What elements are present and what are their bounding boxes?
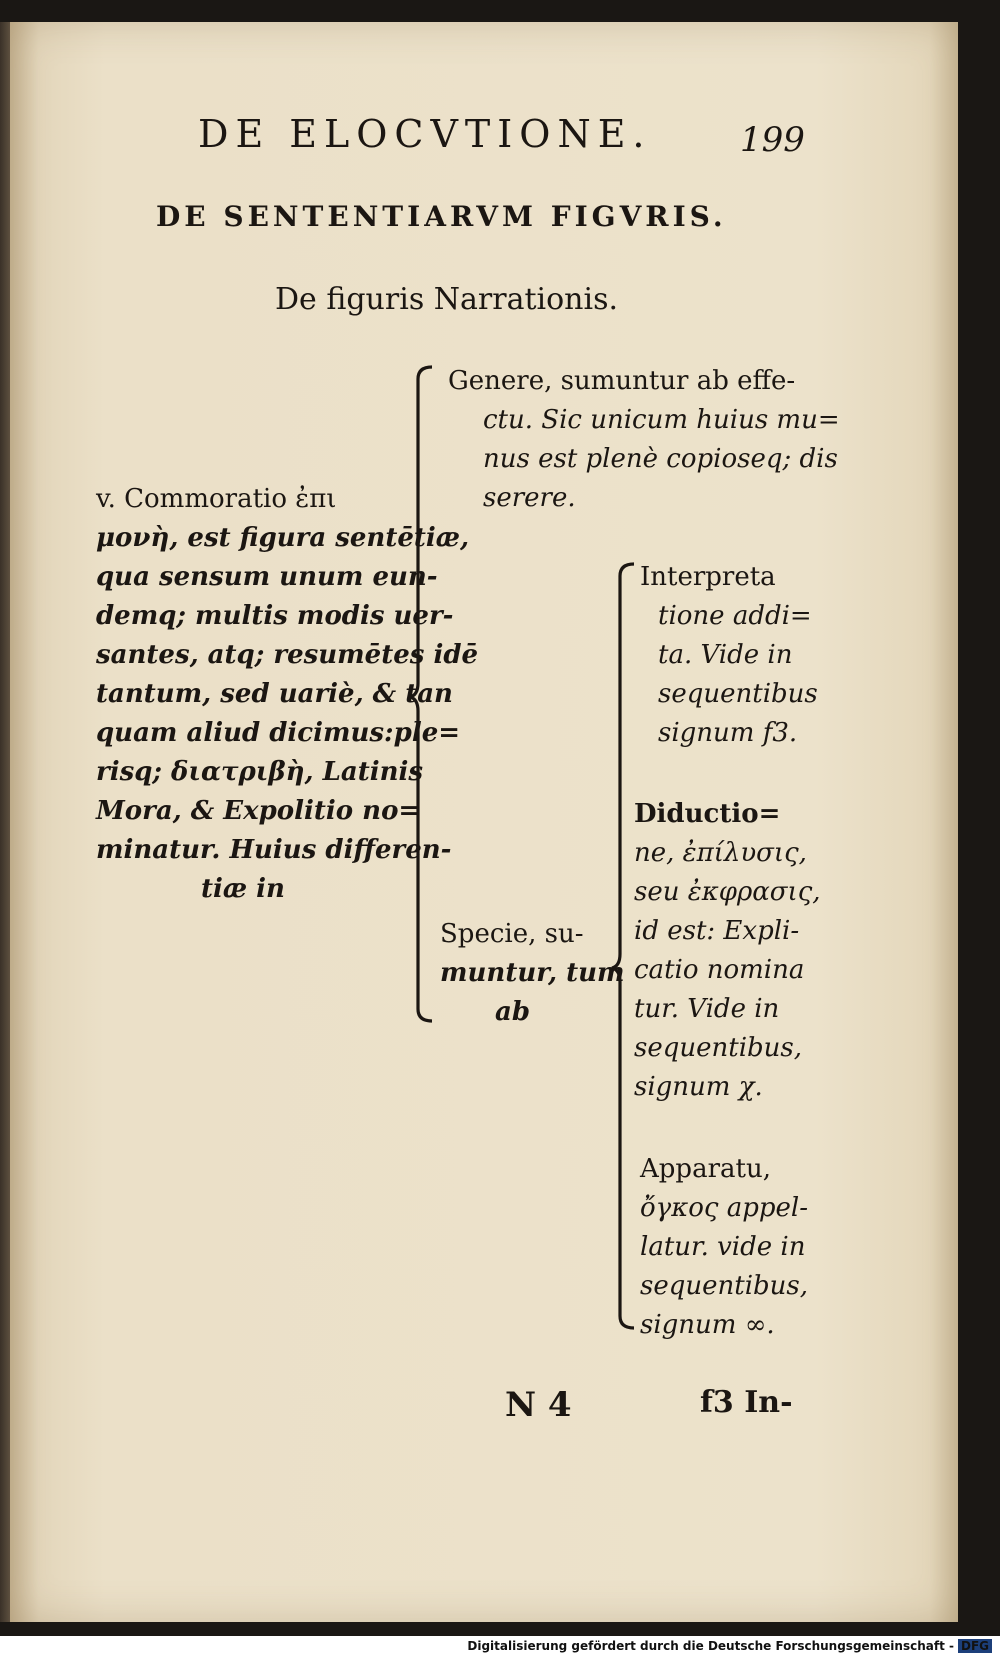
text-line: santes, atq; resumētes idē [96, 640, 479, 670]
species-branch [440, 915, 625, 1032]
digitization-credit [467, 1639, 992, 1653]
text-line: v. Commoratio ἐπι [96, 484, 337, 514]
text-line: serere. [483, 483, 576, 513]
text-line: quam aliud dicimus:ple= [96, 718, 461, 748]
text-line: ab [495, 997, 531, 1027]
text-line: risq; διατριβὴ, Latinis [96, 757, 424, 787]
text-line: signum χ. [634, 1072, 763, 1102]
text-line: signum f3. [658, 718, 798, 748]
genere-branch [448, 362, 840, 518]
diductione-branch [634, 795, 821, 1107]
digitization-bar [0, 1636, 1000, 1659]
catchword: f3 In- [700, 1385, 793, 1420]
digitization-note: Digitalisierung gefördert durch die Deutsche Forschungsgemeinschaft - [467, 1639, 954, 1653]
text-line: muntur, tum [440, 958, 625, 988]
text-line: ὄγκος appel- [640, 1193, 808, 1223]
text-line: sequentibus [658, 679, 818, 709]
interpretatione-branch [640, 558, 818, 753]
text-line: Interpreta [640, 562, 776, 592]
text-line: ne, ἐπίλυσις, [634, 838, 807, 868]
text-line: tantum, sed uariè, & tan [96, 679, 453, 709]
text-line: Mora, & Expolitio no= [96, 796, 421, 826]
brace-main [408, 365, 438, 1025]
text-line: nus est plenè copioseq; dis [483, 444, 838, 474]
text-line: ctu. Sic unicum huius mu= [483, 405, 840, 435]
text-line: id est: Expli- [634, 916, 800, 946]
text-line: μονὴ, est figura sentētiæ, [96, 523, 470, 553]
text-line: sequentibus, [634, 1033, 803, 1063]
text-line: demq; multis modis uer- [96, 601, 454, 631]
text-line: Specie, su- [440, 919, 584, 949]
subsection-title: De figuris Narrationis. [275, 282, 619, 317]
text-line: catio nomina [634, 955, 805, 985]
text-line: tione addi= [658, 601, 812, 631]
text-line: sequentibus, [640, 1271, 809, 1301]
text-line: qua sensum unum eun- [96, 562, 438, 592]
text-line: Genere, sumuntur ab effe- [448, 366, 796, 396]
signature-mark: N 4 [505, 1385, 572, 1425]
text-line: seu ἐκφρασις, [634, 877, 821, 907]
text-line: Apparatu, [640, 1154, 771, 1184]
text-line: Diductio= [634, 799, 781, 829]
page-number: 199 [740, 120, 805, 160]
dfg-logo: DFG [958, 1639, 992, 1653]
text-line: tiæ in [201, 874, 285, 904]
text-line: minatur. Huius differen- [96, 835, 452, 865]
text-line: signum ∞. [640, 1310, 775, 1340]
running-head: DE ELOCVTIONE. [198, 112, 652, 156]
text-line: tur. Vide in [634, 994, 780, 1024]
main-entry-commoratio [96, 480, 479, 909]
text-line: latur. vide in [640, 1232, 806, 1262]
apparatu-branch [640, 1150, 808, 1345]
section-title: DE SENTENTIARVM FIGVRIS. [156, 200, 727, 233]
text-line: ta. Vide in [658, 640, 793, 670]
